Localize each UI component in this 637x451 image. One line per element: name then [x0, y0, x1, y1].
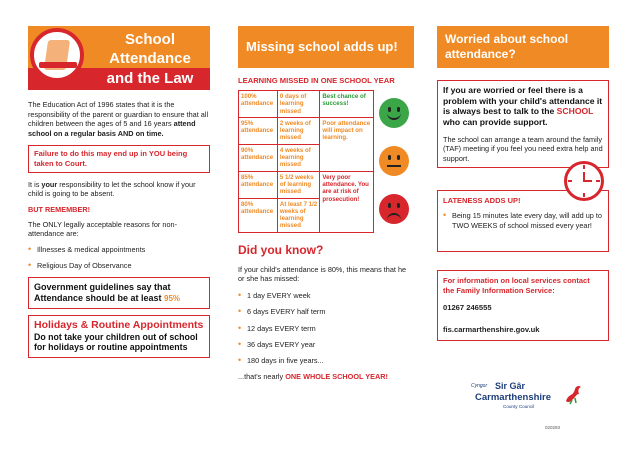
but-remember-heading: BUT REMEMBER!: [28, 204, 91, 214]
court-warning-box: Failure to do this may end up in YOU being taken to Court.: [28, 145, 210, 172]
table-row: 80% attendance At least 7 1/2 weeks of learning missed: [239, 198, 374, 232]
document-code: 020293: [545, 425, 561, 430]
missing-school-column: [238, 26, 414, 381]
list-item: • Being 15 minutes late every day, will add up to TWO WEEKS of school missed every year!: [443, 211, 603, 230]
list-item: • 180 days in five years...: [238, 356, 414, 365]
list-item: • 12 days EVERY term: [238, 324, 414, 333]
acceptable-reasons-text: The ONLY legally acceptable reasons for non-attendance are:: [28, 219, 177, 239]
dragon-icon: [563, 383, 583, 405]
lateness-box: [437, 190, 609, 252]
talk-to-school-box: [437, 80, 609, 168]
lateness-title: LATENESS ADDS UP!: [443, 196, 521, 206]
school-attendance-icon: [30, 28, 84, 82]
worried-column: [437, 26, 609, 341]
school-attendance-column: [28, 26, 210, 358]
learning-missed-grid: [238, 90, 414, 233]
carmarthenshire-logo: Cyngor Sir Gâr Carmarthenshire County Council: [471, 381, 591, 415]
talk-to-school-text: If you are worried or feel there is a problem with your child's attendance it is always best to talk to the SCHOOL who can provide support.: [443, 85, 603, 127]
table-row: 85% attendance 5 1/2 weeks of learning missed Very poor attendance. You are at risk of prosecution!: [239, 171, 374, 198]
learning-missed-table: [238, 90, 374, 233]
list-item: • Illnesses & medical appointments: [28, 245, 210, 254]
table-row: 95% attendance 2 weeks of learning missed Poor attendance will impact on learning.: [239, 117, 374, 144]
clock-icon: [564, 161, 604, 201]
table-row: 100% attendance 0 days of learning missed Best chance of success!: [239, 91, 374, 118]
list-item: • Religious Day of Observance: [28, 261, 210, 270]
responsibility-text: It is your responsibility to let the school know if your child is going to be absent.: [28, 179, 196, 199]
family-information-box: [437, 270, 609, 341]
education-act-text: The Education Act of 1996 states that it is the responsibility of the parent or guardian to ensure that all children between the ages of 5 and 16 years attend school on a regular basis AND on time.: [28, 100, 209, 138]
column-header: Worried about school attendance?: [437, 26, 609, 68]
missed-days-list: [238, 291, 414, 365]
table-row: 90% attendance 4 weeks of learning missed: [239, 144, 374, 171]
phone-number: 01267 246555: [443, 303, 492, 313]
family-information-title: For information on local services contact the Family Information Service:: [443, 276, 590, 295]
did-you-know-heading: Did you know?: [238, 242, 324, 257]
column-header: [28, 26, 210, 88]
neutral-face-icon: [379, 146, 409, 176]
reasons-list: [28, 245, 210, 270]
learning-missed-heading: LEARNING MISSED IN ONE SCHOOL YEAR: [238, 76, 395, 85]
eighty-percent-text: If your child's attendance is 80%, this means that he or she has missed:: [238, 264, 407, 284]
team-around-family-text: The school can arrange a team around the family (TAF) meeting if you feel you need extra help and support.: [443, 135, 603, 163]
website-link[interactable]: fis.carmarthenshire.gov.uk: [443, 325, 540, 335]
list-item: • 6 days EVERY half term: [238, 307, 414, 316]
sad-face-icon: [379, 194, 409, 224]
holidays-body: Do not take your children out of school for holidays or routine appointments: [34, 331, 198, 353]
column-header: Missing school adds up!: [238, 26, 414, 68]
list-item: • 36 days EVERY year: [238, 340, 414, 349]
holidays-title: Holidays & Routine Appointments: [34, 318, 204, 331]
list-item: • 1 day EVERY week: [238, 291, 414, 300]
holidays-box: [28, 315, 210, 358]
page-title: School Attendance and the Law: [106, 31, 194, 87]
government-guidelines-box: Government guidelines say that Attendance should be at least 95%: [28, 277, 210, 309]
lateness-list: [443, 211, 603, 230]
whole-school-year-text: ...that's nearly ONE WHOLE SCHOOL YEAR!: [238, 372, 388, 382]
happy-face-icon: [379, 98, 409, 128]
